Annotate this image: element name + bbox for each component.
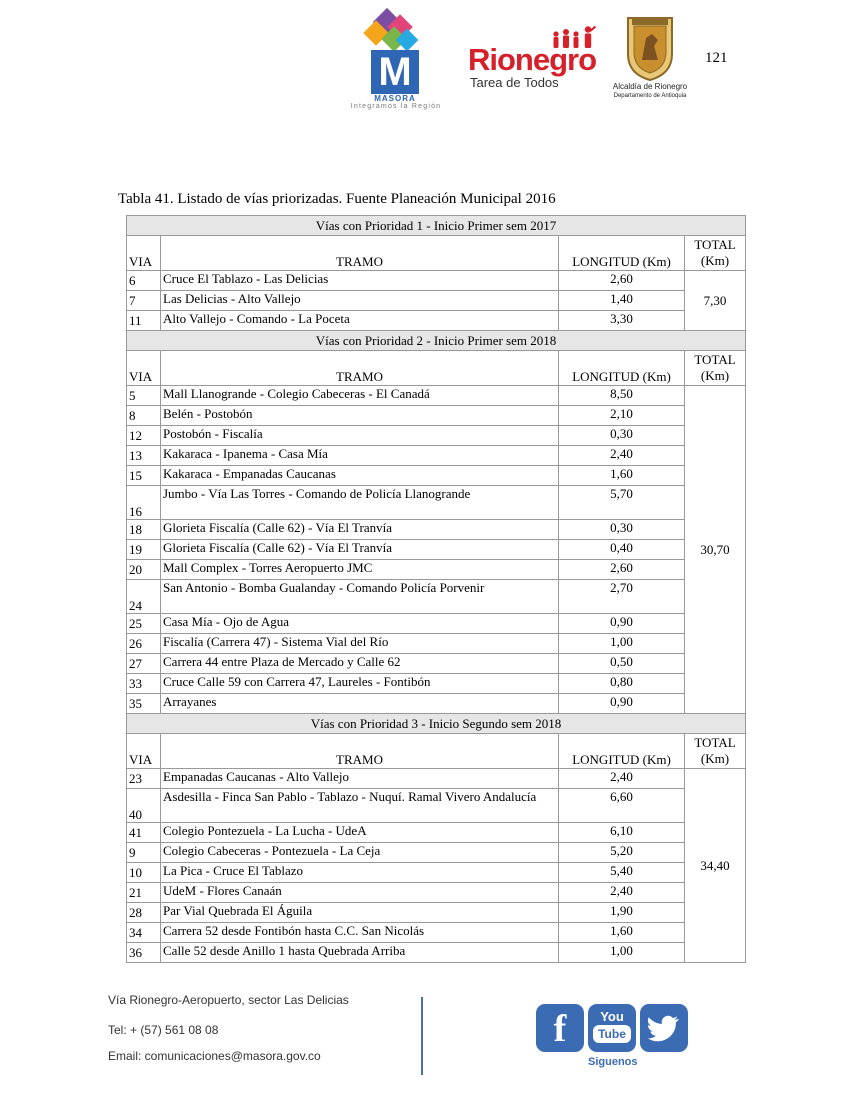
col-total (685, 351, 746, 386)
table-row (127, 520, 746, 540)
longitud-cell: 1,00 (559, 634, 685, 654)
tramo-cell: Arrayanes (161, 694, 559, 714)
col-via: VIA (127, 734, 161, 769)
col-tramo: TRAMO (161, 351, 559, 386)
footer-phone: Tel: + (57) 561 08 08 (108, 1023, 219, 1037)
via-cell: 21 (127, 883, 161, 903)
total-cell: 30,70 (685, 386, 746, 714)
via-cell: 15 (127, 466, 161, 486)
alcaldia-logo (606, 16, 694, 108)
footer-divider (421, 997, 423, 1075)
tramo-cell: Colegio Cabeceras - Pontezuela - La Ceja (161, 843, 559, 863)
column-header-row (127, 236, 746, 271)
longitud-cell: 6,10 (559, 823, 685, 843)
tramo-cell: Glorieta Fiscalía (Calle 62) - Vía El Tranvía (161, 540, 559, 560)
table-row (127, 560, 746, 580)
table-row (127, 580, 746, 614)
column-header-row (127, 351, 746, 386)
col-tramo: TRAMO (161, 236, 559, 271)
tramo-cell: Alto Vallejo - Comando - La Poceta (161, 311, 559, 331)
page-number: 121 (705, 50, 728, 66)
tramo-cell: Calle 52 desde Anillo 1 hasta Quebrada Arriba (161, 943, 559, 963)
tramo-cell: UdeM - Flores Canaán (161, 883, 559, 903)
table-row (127, 614, 746, 634)
table-row (127, 674, 746, 694)
longitud-cell: 0,80 (559, 674, 685, 694)
tramo-cell: San Antonio - Bomba Gualanday - Comando Policía Porvenir (161, 580, 559, 614)
table-row (127, 426, 746, 446)
youtube-icon[interactable] (588, 1004, 636, 1052)
via-cell: 23 (127, 769, 161, 789)
tramo-cell: Belén - Postobón (161, 406, 559, 426)
alcaldia-department: Departamento de Antioquia (613, 93, 687, 99)
tramo-cell: Colegio Pontezuela - La Lucha - UdeA (161, 823, 559, 843)
tramo-cell: Carrera 52 desde Fontibón hasta C.C. San Nicolás (161, 923, 559, 943)
tramo-cell: Par Vial Quebrada El Águila (161, 903, 559, 923)
section-title: Vías con Prioridad 1 - Inicio Primer sem 2017 (127, 216, 746, 236)
longitud-cell: 2,40 (559, 769, 685, 789)
masora-tagline: Integramos la Región (350, 103, 442, 110)
tramo-cell: Glorieta Fiscalía (Calle 62) - Vía El Tranvía (161, 520, 559, 540)
table-row (127, 943, 746, 963)
masora-name: MASORA (374, 94, 416, 103)
priority-roads-table (126, 215, 746, 963)
longitud-cell: 3,30 (559, 311, 685, 331)
longitud-cell: 1,60 (559, 923, 685, 943)
col-via: VIA (127, 236, 161, 271)
longitud-cell: 2,10 (559, 406, 685, 426)
longitud-cell: 0,50 (559, 654, 685, 674)
rionegro-wordmark: Rionegro (468, 42, 597, 77)
table-row (127, 789, 746, 823)
masora-m-letter: M (371, 50, 419, 94)
longitud-cell: 0,30 (559, 426, 685, 446)
tramo-cell: Asdesilla - Finca San Pablo - Tablazo - Nuquí. Ramal Vivero Andalucía (161, 789, 559, 823)
longitud-cell: 0,40 (559, 540, 685, 560)
twitter-icon[interactable] (640, 1004, 688, 1052)
col-total (685, 734, 746, 769)
via-cell: 6 (127, 271, 161, 291)
longitud-cell: 2,40 (559, 883, 685, 903)
coat-of-arms-icon (626, 16, 674, 82)
via-cell: 24 (127, 580, 161, 614)
via-cell: 28 (127, 903, 161, 923)
tramo-cell: Empanadas Caucanas - Alto Vallejo (161, 769, 559, 789)
via-cell: 10 (127, 863, 161, 883)
tramo-cell: Kakaraca - Ipanema - Casa Mía (161, 446, 559, 466)
longitud-cell: 5,70 (559, 486, 685, 520)
longitud-cell: 1,00 (559, 943, 685, 963)
section-title: Vías con Prioridad 2 - Inicio Primer sem 2018 (127, 331, 746, 351)
total-cell: 7,30 (685, 271, 746, 331)
longitud-cell: 1,40 (559, 291, 685, 311)
table-row (127, 843, 746, 863)
longitud-cell: 6,60 (559, 789, 685, 823)
col-total (685, 236, 746, 271)
via-cell: 20 (127, 560, 161, 580)
table-caption: Tabla 41. Listado de vías priorizadas. Fuente Planeación Municipal 2016 (118, 191, 556, 207)
via-cell: 35 (127, 694, 161, 714)
masora-logo (345, 10, 447, 110)
tramo-cell: Las Delicias - Alto Vallejo (161, 291, 559, 311)
via-cell: 40 (127, 789, 161, 823)
col-total-line1: TOTAL (694, 735, 736, 750)
section-header-priority-1 (127, 216, 746, 236)
longitud-cell: 5,20 (559, 843, 685, 863)
section-title: Vías con Prioridad 3 - Inicio Segundo sem 2018 (127, 714, 746, 734)
col-total-line1: TOTAL (694, 237, 736, 252)
rionegro-logo (468, 26, 600, 96)
via-cell: 41 (127, 823, 161, 843)
via-cell: 12 (127, 426, 161, 446)
longitud-cell: 0,90 (559, 614, 685, 634)
via-cell: 13 (127, 446, 161, 466)
footer-address: Vía Rionegro-Aeropuerto, sector Las Delicias (108, 993, 349, 1007)
col-via: VIA (127, 351, 161, 386)
siguenos-label: Siguenos (588, 1056, 638, 1068)
longitud-cell: 2,60 (559, 560, 685, 580)
tramo-cell: Jumbo - Vía Las Torres - Comando de Policía Llanogrande (161, 486, 559, 520)
table-row (127, 486, 746, 520)
facebook-glyph: f (553, 1008, 567, 1050)
longitud-cell: 5,40 (559, 863, 685, 883)
col-total-line2: (Km) (700, 368, 730, 383)
tramo-cell: Cruce El Tablazo - Las Delicias (161, 271, 559, 291)
table-row (127, 923, 746, 943)
tramo-cell: La Pica - Cruce El Tablazo (161, 863, 559, 883)
longitud-cell: 2,70 (559, 580, 685, 614)
via-cell: 16 (127, 486, 161, 520)
table-row (127, 291, 746, 311)
via-cell: 36 (127, 943, 161, 963)
facebook-icon[interactable] (536, 1004, 584, 1052)
table-row (127, 311, 746, 331)
section-header-priority-2 (127, 331, 746, 351)
via-cell: 34 (127, 923, 161, 943)
via-cell: 18 (127, 520, 161, 540)
col-tramo: TRAMO (161, 734, 559, 769)
via-cell: 19 (127, 540, 161, 560)
longitud-cell: 1,90 (559, 903, 685, 923)
tramo-cell: Cruce Calle 59 con Carrera 47, Laureles - Fontibón (161, 674, 559, 694)
col-total-line1: TOTAL (694, 352, 736, 367)
table-row (127, 694, 746, 714)
table-row (127, 406, 746, 426)
via-cell: 11 (127, 311, 161, 331)
twitter-bird-icon (640, 1004, 688, 1052)
longitud-cell: 0,30 (559, 520, 685, 540)
col-total-line2: (Km) (700, 751, 730, 766)
col-total-line2: (Km) (700, 253, 730, 268)
table-row (127, 540, 746, 560)
via-cell: 5 (127, 386, 161, 406)
column-header-row (127, 734, 746, 769)
rionegro-tagline: Tarea de Todos (470, 75, 559, 90)
via-cell: 25 (127, 614, 161, 634)
col-longitud: LONGITUD (Km) (559, 236, 685, 271)
col-longitud: LONGITUD (Km) (559, 351, 685, 386)
table-row (127, 654, 746, 674)
longitud-cell: 1,60 (559, 466, 685, 486)
tramo-cell: Casa Mía - Ojo de Agua (161, 614, 559, 634)
longitud-cell: 8,50 (559, 386, 685, 406)
tramo-cell: Kakaraca - Empanadas Caucanas (161, 466, 559, 486)
table-row (127, 446, 746, 466)
via-cell: 26 (127, 634, 161, 654)
via-cell: 33 (127, 674, 161, 694)
table-row (127, 271, 746, 291)
tramo-cell: Mall Complex - Torres Aeropuerto JMC (161, 560, 559, 580)
table-row (127, 466, 746, 486)
youtube-you: You (600, 1009, 624, 1024)
table-row (127, 386, 746, 406)
longitud-cell: 0,90 (559, 694, 685, 714)
longitud-cell: 2,60 (559, 271, 685, 291)
via-cell: 9 (127, 843, 161, 863)
via-cell: 7 (127, 291, 161, 311)
table-row (127, 823, 746, 843)
table-row (127, 863, 746, 883)
table-row (127, 769, 746, 789)
tramo-cell: Mall Llanogrande - Colegio Cabeceras - El Canadá (161, 386, 559, 406)
table-row (127, 634, 746, 654)
tramo-cell: Postobón - Fiscalía (161, 426, 559, 446)
table-row (127, 883, 746, 903)
youtube-tube: Tube (593, 1025, 631, 1043)
col-longitud: LONGITUD (Km) (559, 734, 685, 769)
via-cell: 8 (127, 406, 161, 426)
alcaldia-name: Alcaldía de Rionegro (612, 82, 688, 91)
section-header-priority-3 (127, 714, 746, 734)
table-row (127, 903, 746, 923)
total-cell: 34,40 (685, 769, 746, 963)
footer-email: Email: comunicaciones@masora.gov.co (108, 1049, 321, 1063)
via-cell: 27 (127, 654, 161, 674)
tramo-cell: Carrera 44 entre Plaza de Mercado y Calle 62 (161, 654, 559, 674)
tramo-cell: Fiscalía (Carrera 47) - Sistema Vial del Río (161, 634, 559, 654)
longitud-cell: 2,40 (559, 446, 685, 466)
